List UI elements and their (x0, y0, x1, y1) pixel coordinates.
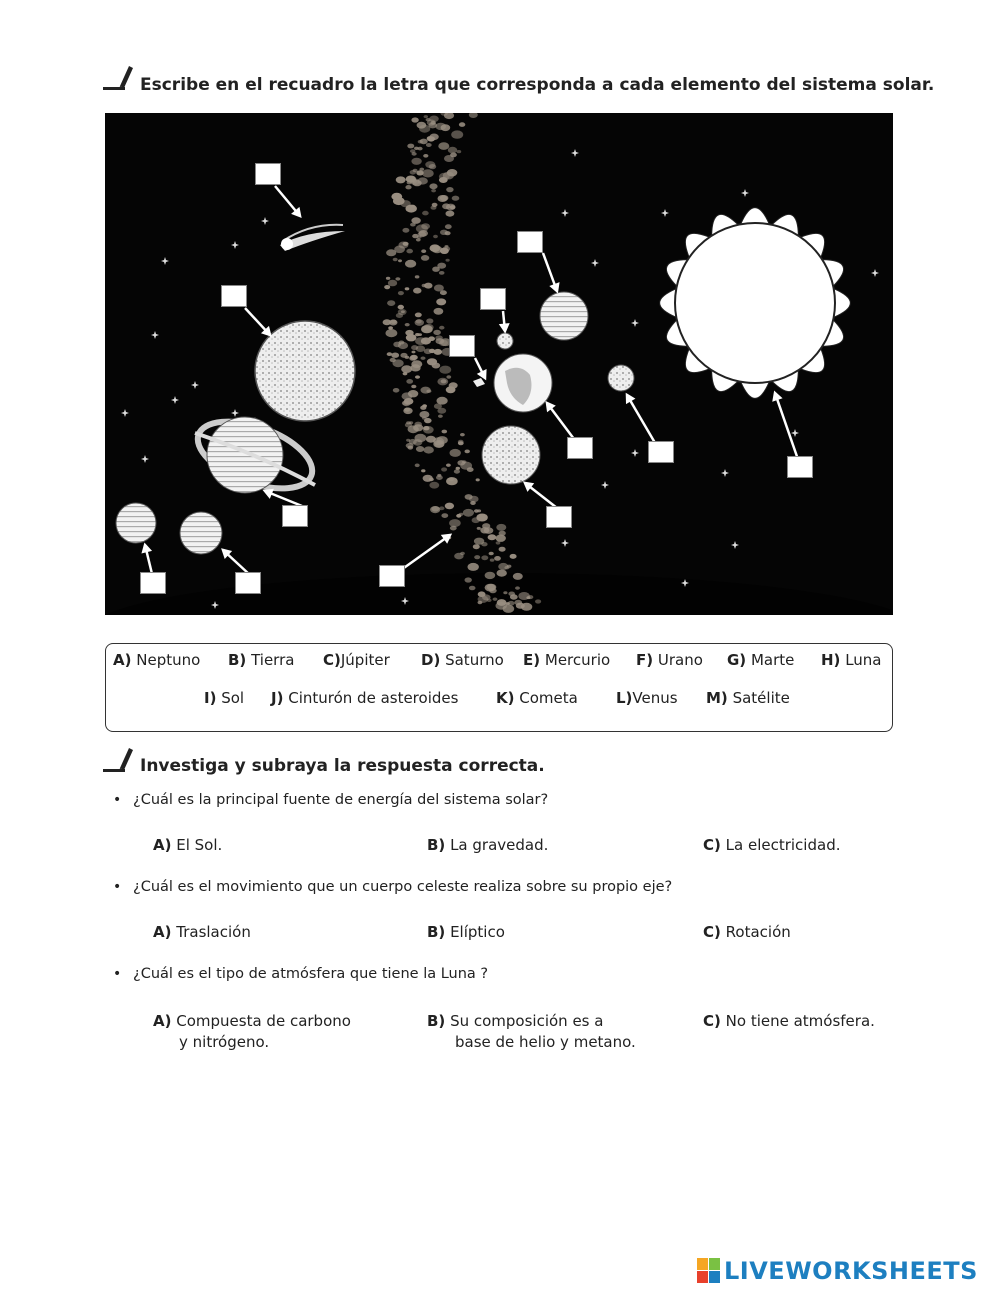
answer-box-satellite[interactable] (449, 335, 475, 357)
q3-option-a[interactable]: A) Compuesta de carbono y nitrógeno. (153, 1012, 351, 1051)
matching-instruction: Escribe en el recuadro la letra que corresponda a cada elemento del sistema solar. (140, 75, 935, 95)
answer-box-uranus[interactable] (235, 572, 261, 594)
answer-box-asteroid-belt[interactable] (379, 565, 405, 587)
answer-box-mercury[interactable] (648, 441, 674, 463)
question-1: ¿Cuál es la principal fuente de energía del sistema solar? (133, 792, 549, 808)
legend-option: F) Urano (636, 651, 703, 669)
pencil-icon (103, 744, 133, 774)
answer-box-saturn[interactable] (282, 505, 308, 527)
answer-box-earth[interactable] (567, 437, 593, 459)
bullet: • (113, 966, 122, 982)
neptune (116, 503, 156, 543)
q1-option-a[interactable]: A) El Sol. (153, 836, 223, 854)
moon (497, 333, 513, 349)
solar-system-image (105, 113, 893, 615)
legend-option: L)Venus (616, 689, 678, 707)
q3-option-b[interactable]: B) Su composición es a base de helio y metano. (427, 1012, 636, 1051)
bullet: • (113, 792, 122, 808)
answer-box-neptune[interactable] (140, 572, 166, 594)
legend-option: A) Neptuno (113, 651, 201, 669)
legend-option: I) Sol (204, 689, 245, 707)
answer-box-moon[interactable] (480, 288, 506, 310)
q1-option-b[interactable]: B) La gravedad. (427, 836, 549, 854)
answer-box-venus[interactable] (546, 506, 572, 528)
q2-option-c[interactable]: C) Rotación (703, 923, 791, 941)
legend-option: B) Tierra (228, 651, 295, 669)
legend-option: G) Marte (727, 651, 795, 669)
quiz-instruction: Investiga y subraya la respuesta correcta. (140, 756, 545, 776)
question-2: ¿Cuál es el movimiento que un cuerpo celeste realiza sobre su propio eje? (133, 879, 673, 895)
sun (660, 208, 851, 399)
bullet: • (113, 879, 122, 895)
mars (540, 292, 588, 340)
logo-text: LIVEWORKSHEETS (724, 1257, 978, 1285)
uranus (180, 512, 222, 554)
answer-box-comet[interactable] (255, 163, 281, 185)
legend-option: C)Júpiter (323, 651, 390, 669)
q3-option-c[interactable]: C) No tiene atmósfera. (703, 1012, 875, 1030)
venus (482, 426, 540, 484)
answer-box-sun[interactable] (787, 456, 813, 478)
answer-box-mars[interactable] (517, 231, 543, 253)
pencil-icon (103, 62, 133, 92)
answer-box-jupiter[interactable] (221, 285, 247, 307)
liveworksheets-logo (697, 1256, 978, 1286)
q2-option-b[interactable]: B) Elíptico (427, 923, 505, 941)
legend-option: D) Saturno (421, 651, 504, 669)
q1-option-c[interactable]: C) La electricidad. (703, 836, 841, 854)
question-3: ¿Cuál es el tipo de atmósfera que tiene la Luna ? (133, 966, 489, 982)
legend-option: K) Cometa (496, 689, 578, 707)
legend-option: E) Mercurio (523, 651, 611, 669)
logo-icon (697, 1258, 721, 1284)
legend-option: M) Satélite (706, 689, 790, 707)
mercury (608, 365, 634, 391)
legend-option: H) Luna (821, 651, 882, 669)
legend-option: J) Cinturón de asteroides (271, 689, 459, 707)
legend-box (105, 643, 893, 732)
q2-option-a[interactable]: A) Traslación (153, 923, 251, 941)
